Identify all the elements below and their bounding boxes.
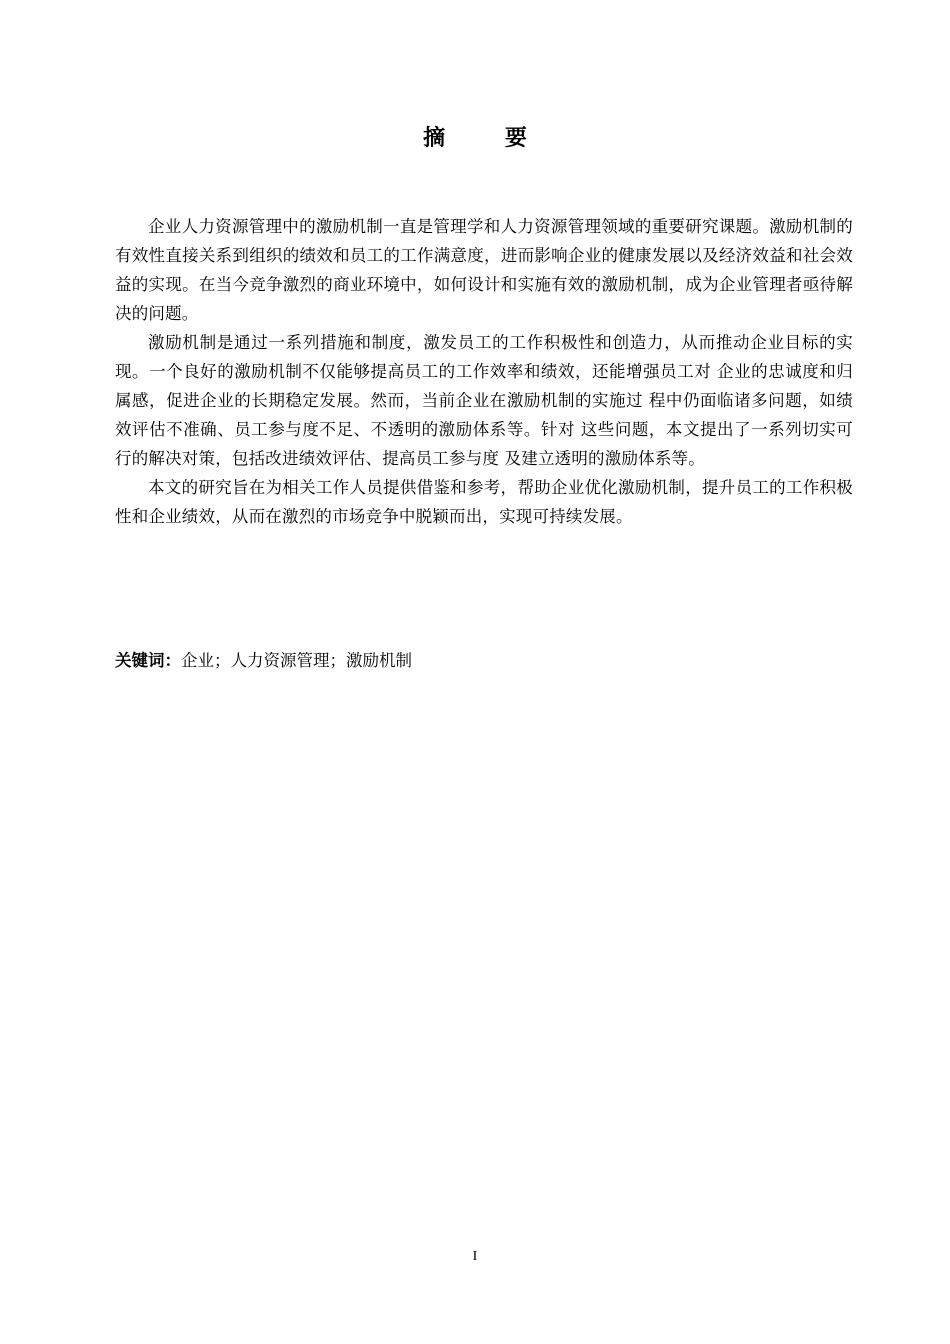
abstract-paragraph: 激励机制是通过一系列措施和制度，激发员工的工作积极性和创造力，从而推动企业目标的实现。一个良好的激励机制不仅能够提高员工的工作效率和绩效，还能增强员工对 企业的忠诚度和归属感，促进企业的长期稳定发展。然而，当前企业在激励机制的实施过 程中仍面临诸多问题，如绩效评估不准确、员工参与度不足、不透明的激励体系等。针对 这些问题，本文提出了一系列切实可行的解决对策，包括改进绩效评估、提高员工参与度 及建立透明的激励体系等。 [115, 333, 853, 468]
abstract-body [115, 212, 853, 531]
page-title: 摘 要 [423, 126, 553, 151]
keywords-value: 企业；人力资源管理；激励机制 [181, 651, 412, 670]
page-number: I [472, 1249, 478, 1264]
keywords-line [115, 646, 853, 675]
keywords-label: 关键词： [115, 651, 181, 670]
abstract-paragraph: 本文的研究旨在为相关工作人员提供借鉴和参考，帮助企业优化激励机制，提升员工的工作积极性和企业绩效，从而在激烈的市场竞争中脱颖而出，实现可持续发展。 [115, 478, 853, 526]
abstract-paragraph: 企业人力资源管理中的激励机制一直是管理学和人力资源管理领域的重要研究课题。激励机制的有效性直接关系到组织的绩效和员工的工作满意度，进而影响企业的健康发展以及经济效益和社会效益的实现。在当今竞争激烈的商业环境中，如何设计和实施有效的激励机制，成为企业管理者亟待解决的问题。 [115, 217, 853, 323]
